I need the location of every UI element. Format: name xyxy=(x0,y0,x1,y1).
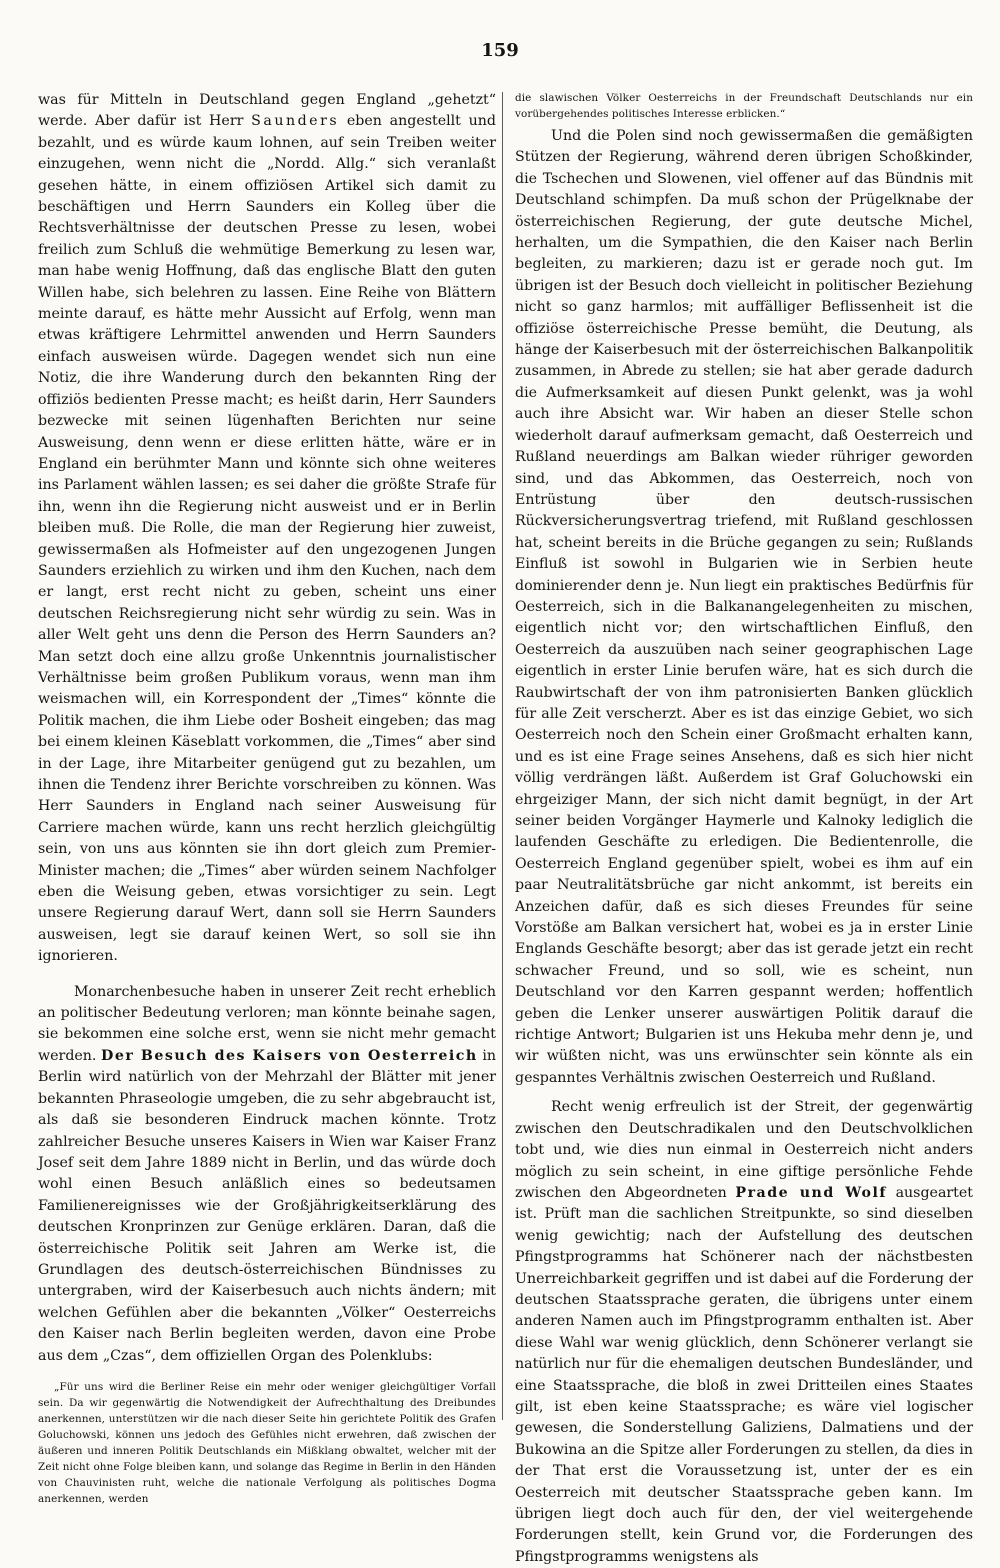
text-run: was für Mitteln in Deutschland gegen England „gehetzt“ werde. Aber dafür ist Herr xyxy=(38,92,496,130)
text-run: eben angestellt und bezahlt, und es würde kaum lohnen, auf sein Treiben weiter einzugehen, wenn nicht die „Nordd. Allg.“ sich veranlaßt gesehen hätte, in einem offiziösen Artikel sich damit zu beschäftigen und Herrn Saunders ein Kolleg über die Rechtsverhältnisse der deutschen Presse zu lesen, wobei freilich zum Schluß die wehmütige Bemerkung zu lesen war, man habe wenig Hoffnung, daß das englische Blatt den guten Willen habe, sich belehren zu lassen. Eine Reihe von Blättern meinte darauf, es hätte mehr Aussicht auf Erfolg, wenn man etwas kräftigere Lehrmittel anwenden und Herrn Saunders einfach ausweisen würde. Dagegen wendet sich nun eine Notiz, die ihre Wanderung durch den bekannten Ring der offiziös bedienten Presse macht; es heißt darin, Herr Saunders bezwecke mit seinen lügenhaften Berichten nur seine Ausweisung, denn wenn er diese erlitten hätte, wäre er in England ein berühmter Mann und könnte sich ohne weiteres ins Parlament wählen lassen; es sei daher die größte Strafe für ihn, wenn ihn die Regierung nicht ausweist und er in Berlin bleiben muß. Die Rolle, die man der Regierung hier zuweist, gewissermaßen als Hofmeister auf den ungezogenen Jungen Saunders erziehlich zu wirken und ihm den Kuchen, nach dem er langt, erst recht nicht zu geben, scheint uns einer deutschen Reichsregierung nicht sehr würdig zu sein. Was in aller Welt geht uns denn die Person des Herrn Saunders an? Man setzt doch eine allzu große Unkenntnis journalistischer Verhältnisse beim großen Publikum voraus, wenn man ihm weismachen will, ein Korrespondent der „Times“ könnte die Politik machen, die ihm Liebe oder Bosheit eingeben; das mag bei einem kleinen Käseblatt vorkommen, die „Times“ aber sind in der Lage, ihre Mitarbeiter genügend gut zu bezahlen, um ihnen die Tendenz ihrer Berichte vorschreiben zu können. Was Herr Saunders in England nach seiner Ausweisung für Carriere machen würde, kann uns recht herzlich gleichgültig sein, von uns aus könnten sie ihn dort gleich zum Premier-Minister machen; die „Times“ aber würden seinem Nachfolger eben die Weisung geben, etwas vorsichtiger zu sein. Legt unsere Regierung darauf Wert, dann soll sie Herrn Saunders ausweisen, legt sie darauf keinen Wert, so soll sie ihn ignorieren. xyxy=(38,113,496,965)
paragraph-gap xyxy=(38,968,496,982)
text-run: Und die Polen sind noch gewissermaßen die gemäßigten Stützen der Regierung, während deren übrigen Schoßkinder, die Tschechen und Slowenen, viel offener auf das Bündnis mit Deutschland schimpfen. Da muß schon der Prügelknabe der österreichischen Regierung, der gute deutsche Michel, herhalten, um die Sympathien, die den Kaiser nach Berlin begleiten, zu markieren; dazu ist er gerade noch gut. Im übrigen ist der Besuch doch vielleicht in politischer Beziehung nicht so ganz harmlos; mit auffälliger Beflissenheit ist die offiziöse österreichische Presse bemüht, die Deutung, als hänge der Kaiserbesuch mit der österreichischen Balkanpolitik zusammen, in Abrede zu stellen; sie hat aber gerade dadurch die Aufmerksamkeit auf diesen Punkt gelenkt, was ja wohl auch ihre Absicht war. Wir haben an dieser Stelle schon wiederholt darauf aufmerksam gemacht, daß Oesterreich und Rußland neuerdings am Balkan wieder rühriger geworden sind, und das Abkommen, das Oesterreich, noch von Entrüstung über den deutsch-russischen Rückversicherungsvertrag triefend, mit Rußland geschlossen hat, scheint bereits in die Brüche gegangen zu sein; Rußlands Einfluß ist sowohl in Bulgarien wie in Serbien heute dominierender denn je. Nun liegt ein praktisches Bedürfnis für Oesterreich, sich in die Balkanangelegenheiten zu mischen, eigentlich nicht vor; den wirtschaftlichen Einfluß, den Oesterreich da auszuüben nach seiner geographischen Lage eigentlich in erster Linie berufen wäre, hat es sich durch die Raubwirtschaft der von ihm patronisierten Banken glücklich für alle Zeit verscherzt. Aber es ist das einzige Gebiet, wo sich Oesterreich noch den Schein einer Großmacht erhalten kann, und es ist eine Frage seines Ansehens, daß es sich hier nicht völlig verdrängen läßt. Außerdem ist Graf Goluchowski ein ehrgeiziger Mann, der sich nicht damit begnügt, in der Art seiner beiden Vorgänger Haymerle und Kalnoky lediglich die laufenden Geschäfte zu erledigen. Die Bedientenrolle, die Oesterreich England gegenüber spielt, wobei es ihm auf ein paar Neutralitätsbrüche gar nicht ankommt, ist bereits ein Anzeichen dafür, daß es sich dieses Freundes für seine Vorstöße am Balkan versichert hat, wobei es ja in erster Linie Englands Geschäfte besorgt; aber das ist gerade jetzt ein recht schwacher Freund, und so soll, wie es scheint, nun Deutschland vor den Karren gespannt werden; hoffentlich geben die Lenker unserer auswärtigen Politik darauf die richtige Antwort; Bulgarien ist uns Hekuba mehr denn je, und wir wüßten nicht, was uns erwünschter sein könnte als ein gespanntes Verhältnis zwischen Oesterreich und Rußland. xyxy=(515,128,973,1086)
paragraph-gap xyxy=(515,1089,973,1097)
text-run: Monarchenbesuche haben in unserer Zeit recht erheblich an politischer Bedeutung verloren; man könnte beinahe sagen, sie bekommen eine solche erst, wenn sie nicht mehr gemacht werden. xyxy=(38,983,496,1064)
quote-text: „Für uns wird die Berliner Reise ein mehr oder weniger gleichgültiger Vorfall sein. Da wir gegenwärtig die Notwendigkeit der Aufrechthaltung des Dreibundes anerkennen, unterstützen wir die nach dieser Seite hin gerichtete Politik des Grafen Goluchowski, können uns jedoch des Gefühles nicht erwehren, daß zwischen der äußeren und inneren Politik Deutschlands ein Mißklang obwaltet, welcher mit der Zeit nicht ohne Folge bleiben kann, und solange das Regime in Berlin in den Händen von Chauvinisten ruht, welche die nationale Verfolgung als politisches Dogma anerkennen, werden xyxy=(38,1380,496,1505)
paragraph-monarchenbesuche xyxy=(38,982,496,1367)
text-run: in Berlin wird natürlich von der Mehrzahl der Blätter mit jener bekannten Phraseologie umgeben, die zu sehr abgebraucht ist, als daß sie besonderen Eindruck machen könnte. Trotz zahlreicher Besuche unseres Kaisers in Wien war Kaiser Franz Josef seit dem Jahre 1889 nicht in Berlin, und das würde doch wohl einen Besuch anläßlich eines so bedeutsamen Familienereignisses wie der Großjährigkeitserklärung des deutschen Kronprinzen zur Genüge erklären. Daran, daß die österreichische Politik seit Jahren am Werke ist, die Grundlagen des deutsch-österreichischen Bündnisses zu untergraben, wird der Kaiserbesuch auch nichts ändern; mit welchen Gefühlen aber die bekannten „Völker“ Oesterreichs den Kaiser nach Berlin begleiten werden, davon eine Probe aus dem „Czas“, dem offiziellen Organ des Polenklubs: xyxy=(38,1047,496,1364)
czas-quote-start xyxy=(38,1379,496,1507)
column-divider xyxy=(502,92,503,1420)
text-run: ausgeartet ist. Prüft man die sachlichen Streitpunkte, so sind dieselben wenig gewichtig; nach der Aufstellung des deutschen Pfingstprogramms hat Schönerer nach der nächstbesten Unerreichbarkeit gegriffen und ist dabei auf die Forderung der deutschen Staatssprache geraten, die übrigens unter einem anderen Namen auch im Pfingstprogramm enthalten ist. Aber diese Wahl war wenig glücklich, denn Schönerer verlangt sie natürlich nur für die ehemaligen deutschen Bundesländer, und eine Staatssprache, die bloß in zwei Dritteilen eines Staates gilt, ist eben keine Staatssprache; es wäre viel logischer gewesen, die Sonderstellung Galiziens, Dalmatiens und der Bukowina an die Spitze aller Forderungen zu stellen, da dies in der That erst die Voraussetzung ist, unter der es ein Oesterreich mit deutscher Staatssprache geben kann. Im übrigen liegt doch auch für den, der viel weitergehende Forderungen stellt, kein Grund vor, die Forderungen des Pfingstprogramms wenigstens als xyxy=(515,1184,973,1565)
czas-quote-end: die slawischen Völker Oesterreichs in der Freundschaft Deutschlands nur ein vorübergehendes politisches Interesse erblicken.“ xyxy=(515,92,973,120)
text-run: Recht wenig erfreulich ist der Streit, der gegenwärtig zwischen den Deutschradikalen und den Deutschvolklichen tobt und, wie dies nun einmal in Oesterreich nicht anders möglich zu sein scheint, in eine giftige persönliche Fehde zwischen den Abgeordneten xyxy=(515,1099,973,1201)
emphasized-names: Prade und Wolf xyxy=(735,1184,887,1201)
emphasized-heading: Der Besuch des Kaisers von Oesterreich xyxy=(101,1047,478,1064)
emphasized-name: Saunders xyxy=(251,113,340,130)
left-column xyxy=(38,90,496,1507)
paragraph-streit xyxy=(515,1097,973,1568)
paragraph-polen xyxy=(515,126,973,1089)
paragraph-saunders xyxy=(38,90,496,968)
page-number: 159 xyxy=(481,40,519,61)
right-column xyxy=(515,90,973,1568)
